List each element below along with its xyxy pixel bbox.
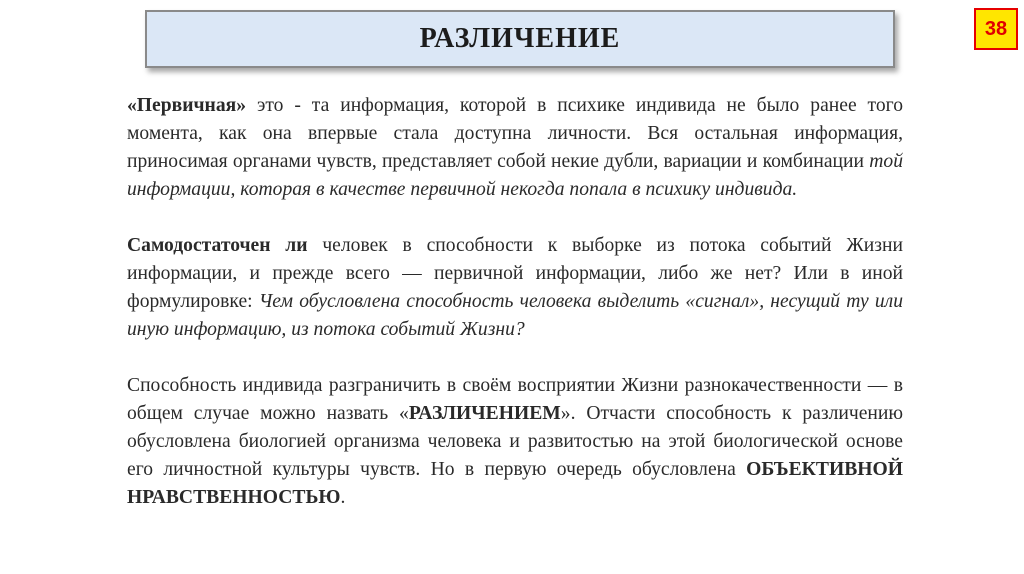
paragraph-text: . [340, 487, 346, 508]
paragraph-text: Способность индивида разграничить в своём восприятии Жизни разнокачественности — в общем случае можно назвать « [127, 375, 903, 424]
slide-title: РАЗЛИЧЕНИЕ [419, 23, 621, 54]
term-primary: «Первичная» [127, 95, 247, 116]
paragraph-italic-text: той информации, которая в качестве первичной некогда попала в психику индивида. [127, 151, 903, 200]
paragraph-italic-question: Чем обусловлена способность человека выделить «сигнал», несущий ту или иную информацию, из потока событий Жизни? [127, 291, 903, 340]
term-discernment: РАЗЛИЧЕНИЕМ [408, 403, 561, 424]
title-banner [145, 10, 895, 68]
paragraph-text: человек в способности к выборке из потока событий Жизни информации, и прежде всего — первичной информации, либо же нет? Или в иной формулировке: [127, 235, 903, 312]
page-number-badge [974, 8, 1018, 50]
term-self-sufficient: Самодостаточен ли [127, 235, 308, 256]
paragraph-discernment [127, 372, 903, 512]
paragraph-self-sufficiency [127, 232, 903, 344]
paragraph-primary-information [127, 92, 903, 204]
slide-body [127, 92, 903, 512]
paragraph-text: это - та информация, которой в психике индивида не было ранее того момента, как она впервые стала доступна личности. Вся остальная информация, приносимая органами чувств, представляет собой некие дубли, вариации и комбинации [127, 95, 903, 172]
page-number: 38 [984, 17, 1008, 40]
term-objective-morality: ОБЪЕКТИВНОЙ НРАВСТВЕННОСТЬЮ [127, 459, 903, 508]
paragraph-text: ». Отчасти способность к различению обусловлена биологией организма человека и развитостью на этой биологической основе его личностной культуры чувств. Но в первую очередь обусловлена [127, 403, 903, 480]
